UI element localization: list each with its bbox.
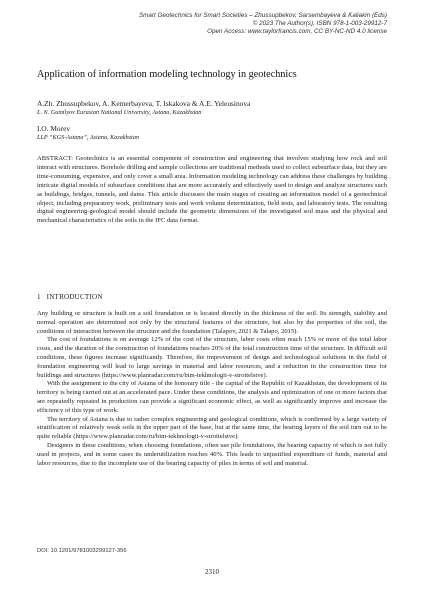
author-affiliation: LLP “KGS-Astana”, Astana, Kazakhstan [37, 133, 140, 141]
paper-title: Application of information modeling technology in geotechnics [37, 69, 297, 80]
header-license: Open Access: www.taylorfrancis.com, CC BY-NC-ND 4.0 license [207, 28, 387, 35]
paragraph: Designers in these conditions, when choosing foundations, often use pile foundations, the bearing capacity of which is not fully used in projects, and in some cases its underutilization reaches 40%. This leads to unjustified expenditure of funds, material and labor resources, due to the incomplete use of the bearing capacity of piles in terms of soil and material. [37, 441, 387, 467]
section-number: 1 [37, 293, 41, 301]
doi: DOI: 10.1201/9781003299127-356 [37, 548, 127, 554]
author-group-1 [37, 99, 387, 117]
paragraph: The territory of Astana is due to rather complex engineering and geological conditions, which is confirmed by a large variety of stratification of relatively weak soils in the upper part of the base, but at the same time, the bearing layers of the soil turn out to be quite reliable (https://www.planradar.com/ru/bim-tekhnologii-v-stroitelstve). [37, 415, 387, 441]
author-names: I.O. Morev [37, 124, 71, 133]
section-heading [37, 293, 103, 301]
running-header [57, 12, 387, 36]
author-affiliation: L. N. Gumilyov Eurasian National University, Astana, Kazakhstan [37, 108, 202, 116]
abstract: ABSTRACT: Geotechnics is an essential component of construction and engineering that involves studying how rock and soil interact with structures. Borehole drilling and sample collections are traditional methods used to collect subsurface data, but they are time-consuming, expensive, and only cover a small area. Information modeling technology can address these challenges by building intricate digital models of subsurface conditions that are more accurately and effectively used to design and analyze structures such as buildings, bridges, tunnels, and dams. This article discusses the main stages of creating an information model of a geotechnical object, including preparatory work, preliminary tests and work volume determination, field tests, and laboratory tests. The resulting digital engineering-geological model should include the geometric dimensions of the investigated soil mass and the physical and mechanical characteristics of the soils in the IFC data format. [37, 155, 387, 225]
paragraph: The cost of foundations is on average 12% of the cost of the structure, labor costs often reach 15% or more of the total labor costs, and the duration of the construction of foundations reaches 20% of the total construction time of the structure. In difficult soil conditions, these figures increase significantly. Therefore, the improvement of design and technological solutions in the field of foundation engineering will lead to large savings in material and labor resources, and a reduction in the construction time for buildings and structures (https://www.planradar.com/ru/bim-tekhnologii-v-stroitelstve). [37, 336, 387, 379]
header-isbn: © 2023 The Author(s), ISBN 978-1-003-29912-7 [252, 20, 387, 27]
paragraph: Any building or structure is built on a soil foundation or is located directly in the thickness of the soil. Its strength, stability and normal operation are determined not only by the structural features of the structure, but also by the properties of the soil, the conditions of interaction between the structure and the foundation (Talapov, 2021 & Talapo, 2015). [37, 310, 387, 335]
header-book-title: Smart Geotechnics for Smart Societies – Zhussupbekov, Sarsembayeva & Kaliakin (Eds) [138, 12, 387, 19]
page-number: 2310 [205, 568, 219, 576]
paragraph: With the assignment to the city of Astana of the honorary title - the capital of the Republic of Kazakhstan, the development of its territory is being carried out at an accelerated pace. Under these conditions, the analysis and optimization of one or more factors that are repeatedly repeated in production can provide a significant economic effect, as well as significantly improve and increase the efficiency of this type of work. [37, 380, 387, 414]
author-names: A.Zh. Zhussupbekov, A. Kemerbayeva, T. Iskakova & A.E. Yeleusinova [37, 99, 251, 108]
author-group-2 [37, 124, 387, 142]
body-text [37, 310, 387, 468]
section-title: INTRODUCTION [46, 293, 103, 301]
